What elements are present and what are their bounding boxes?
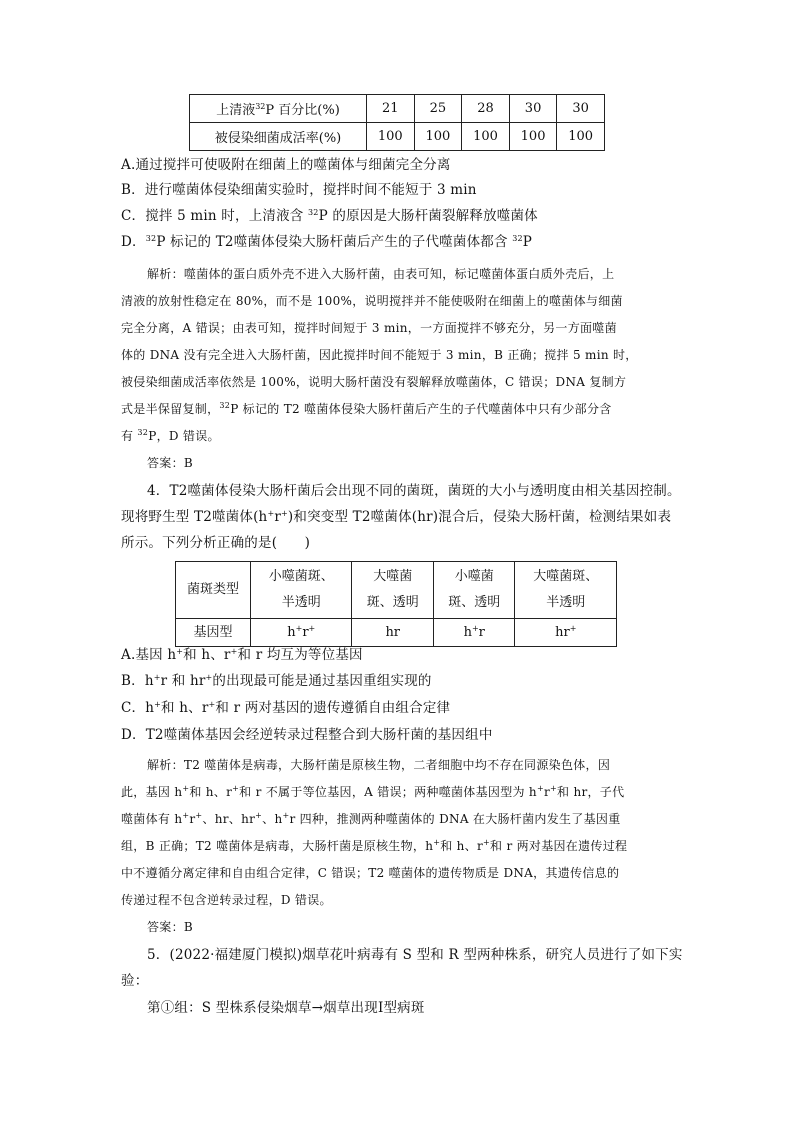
q5-stem-line: 验： — [121, 973, 149, 989]
value-cell: 21 — [367, 95, 415, 123]
q3-analysis-line: 式是半保留复制，$^{32}$P 标记的 T2 噬菌体侵染大肠杆菌后产生的子代噬菌体中只有少部分含 — [121, 401, 612, 416]
q4-option-b: B．h+r 和 hr+的出现最可能是通过基因重组实现的 — [121, 673, 432, 689]
q3-analysis-line: 清液的放射性稳定在 80%，而不是 100%，说明搅拌并不能使吸附在细菌上的噬菌体与细菌 — [121, 294, 623, 308]
value-cell: 100 — [557, 123, 605, 151]
q4-analysis-line: 此，基因 h+和 h、r+和 r 不属于等位基因，A 错误；两种噬菌体基因型为 h+r+和 hr，子代 — [121, 784, 625, 799]
q4-option-d: D．T2噬菌体基因会经逆转录过程整合到大肠杆菌的基因组中 — [121, 727, 493, 743]
value-cell: 100 — [414, 123, 462, 151]
q5-stem-line: 第①组：S 型株系侵染烟草→烟草出现Ⅰ型病斑 — [147, 1000, 425, 1016]
table-supernatant-survival — [189, 94, 605, 151]
header-genotype: 基因型 — [176, 619, 251, 647]
plaque-type-cell: 小噬菌斑、 半透明 — [251, 562, 352, 619]
q3-option-d: D．$^{32}$P 标记的 T2噬菌体侵染大肠杆菌后产生的子代噬菌体都含 $^{32}$P — [121, 234, 533, 250]
q4-analysis-line: 传递过程不包含逆转录过程，D 错误。 — [121, 893, 332, 907]
q4-analysis-line: 中不遵循分离定律和自由组合定律，C 错误；T2 噬菌体的遗传物质是 DNA，其遗传信息的 — [121, 866, 620, 880]
genotype-cell: h+r — [433, 619, 515, 647]
row-label: 上清液$^{32}$P 百分比(%) — [190, 95, 367, 123]
value-cell: 28 — [462, 95, 510, 123]
q3-analysis-line: 完全分离，A 错误；由表可知，搅拌时间短于 3 min，一方面搅拌不够充分，另一方面噬菌 — [121, 321, 617, 335]
row-label: 被侵染细菌成活率(%) — [190, 123, 367, 151]
q3-analysis-line: 体的 DNA 没有完全进入大肠杆菌，因此搅拌时间不能短于 3 min，B 正确；搅拌 5 min 时， — [121, 348, 638, 362]
header-plaque-type: 菌斑类型 — [176, 562, 251, 619]
q4-stem-line: 4．T2噬菌体侵染大肠杆菌后会出现不同的菌斑，菌斑的大小与透明度由相关基因控制。 — [147, 483, 681, 499]
q5-stem-line: 5．(2022·福建厦门模拟)烟草花叶病毒有 S 型和 R 型两种株系，研究人员进行了如下实 — [147, 947, 683, 963]
q4-option-c: C．h+和 h、r+和 r 两对基因的遗传遵循自由组合定律 — [121, 700, 451, 716]
q3-answer: 答案：B — [147, 456, 194, 470]
q3-option-b: B．进行噬菌体侵染细菌实验时，搅拌时间不能短于 3 min — [121, 182, 477, 198]
q3-analysis-line: 有 $^{32}$P，D 错误。 — [121, 428, 220, 443]
genotype-cell: hr — [352, 619, 434, 647]
genotype-cell: h+r+ — [251, 619, 352, 647]
value-cell: 30 — [509, 95, 557, 123]
q4-analysis-line: 噬菌体有 h+r+、hr、hr+、h+r 四种，推测两种噬菌体的 DNA 在大肠杆菌内发生了基因重 — [121, 811, 621, 826]
q3-analysis-line: 解析：噬菌体的蛋白质外壳不进入大肠杆菌，由表可知，标记噬菌体蛋白质外壳后，上 — [147, 267, 615, 281]
genotype-cell: hr+ — [515, 619, 617, 647]
q4-stem-line: 所示。下列分析正确的是( ) — [121, 535, 311, 551]
value-cell: 100 — [509, 123, 557, 151]
value-cell: 100 — [462, 123, 510, 151]
q3-analysis-line: 被侵染细菌成活率依然是 100%，说明大肠杆菌没有裂解释放噬菌体，C 错误；DNA 复制方 — [121, 375, 627, 389]
table-row — [190, 123, 605, 151]
table-row — [190, 95, 605, 123]
table-plaque-genotype — [175, 561, 617, 647]
plaque-type-cell: 大噬菌斑、 半透明 — [515, 562, 617, 619]
q4-analysis-line: 解析：T2 噬菌体是病毒，大肠杆菌是原核生物，二者细胞中均不存在同源染色体，因 — [147, 758, 611, 772]
plaque-type-cell: 小噬菌 斑、透明 — [433, 562, 515, 619]
q4-option-a: A.基因 h+和 h、r+和 r 均互为等位基因 — [121, 647, 363, 663]
q4-answer: 答案：B — [147, 920, 194, 934]
q3-option-c: C．搅拌 5 min 时，上清液含 $^{32}$P 的原因是大肠杆菌裂解释放噬菌体 — [121, 208, 538, 224]
value-cell: 100 — [367, 123, 415, 151]
plaque-type-cell: 大噬菌 斑、透明 — [352, 562, 434, 619]
value-cell: 25 — [414, 95, 462, 123]
value-cell: 30 — [557, 95, 605, 123]
q4-analysis-line: 组，B 正确；T2 噬菌体是病毒，大肠杆菌是原核生物，h+和 h、r+和 r 两对基因在遗传过程 — [121, 838, 628, 853]
q4-stem-line: 现将野生型 T2噬菌体(h+r+)和突变型 T2噬菌体(hr)混合后，侵染大肠杆菌，检测结果如表 — [121, 509, 672, 525]
q3-option-a: A.通过搅拌可使吸附在细菌上的噬菌体与细菌完全分离 — [121, 157, 451, 173]
